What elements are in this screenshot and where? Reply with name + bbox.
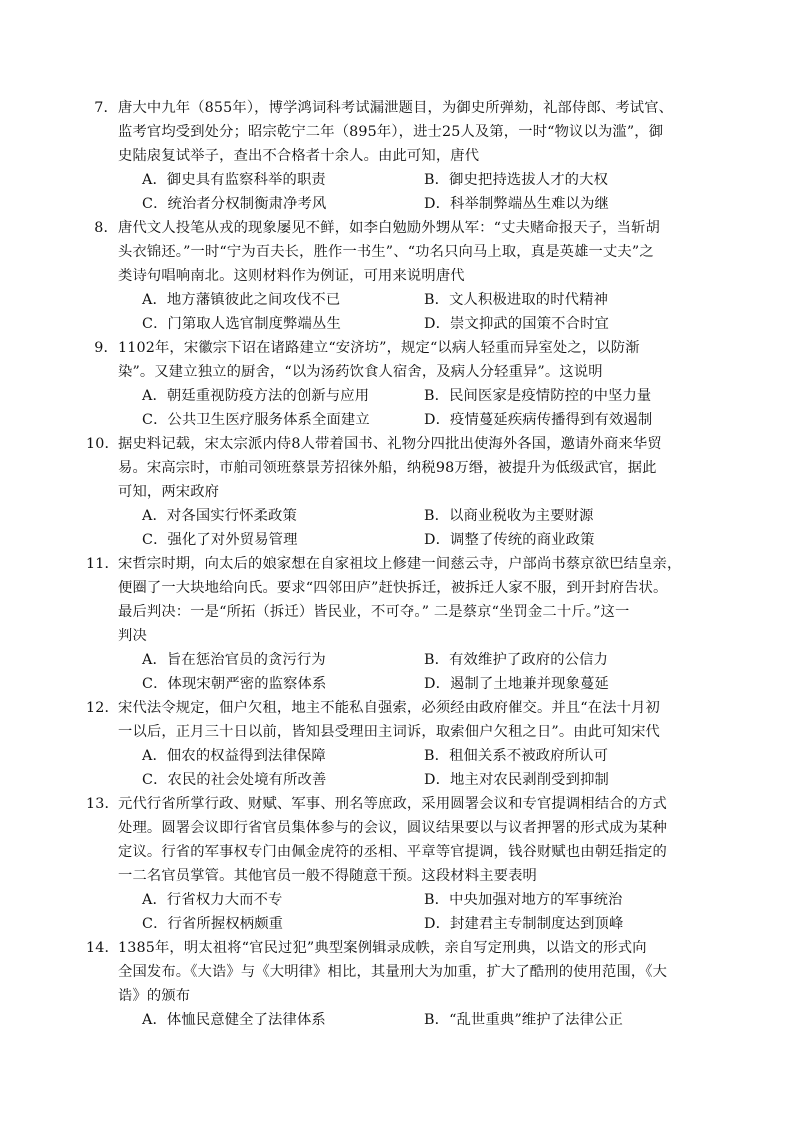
question-7: [94, 96, 684, 216]
option-d[interactable]: D．疫情蔓延疾病传播得到有效遏制: [424, 412, 653, 428]
question-12: [86, 696, 684, 792]
question-stem-line: 便圈了一大块地给向氏。要求“四邻田庐”赶快拆迁，被拆迁人家不服，到开封府告状。: [118, 580, 668, 596]
answer-options: [118, 288, 684, 336]
question-number: 13．: [86, 796, 119, 812]
question-number: 12．: [86, 700, 119, 716]
question-number: 14．: [86, 940, 119, 956]
option-c[interactable]: C．强化了对外贸易管理: [142, 532, 298, 548]
option-a[interactable]: A．地方藩镇彼此之间攻伐不已: [142, 292, 341, 308]
answer-options: [118, 1008, 684, 1032]
option-b[interactable]: B．民间医家是疫情防控的中坚力量: [424, 388, 652, 404]
question-stem-line: 1102年，宋徽宗下诏在诸路建立“安济坊”，规定“以病人轻重而异室处之，以防渐: [118, 340, 640, 356]
question-stem-line: 监考官均受到处分；昭宗乾宁二年（895年），进士25人及第，一时“物议以为滥”，御: [118, 124, 664, 140]
question-stem-line: 宋哲宗时期，向太后的娘家想在自家祖坟上修建一间慈云寺，户部尚书蔡京欲巴结皇亲，: [118, 556, 682, 572]
question-stem-line: 定议。行省的军事权专门由佩金虎符的丞相、平章等官提调，钱谷财赋也由朝廷指定的: [118, 844, 667, 860]
option-d[interactable]: D．调整了传统的商业政策: [424, 532, 595, 548]
answer-options: [118, 168, 684, 216]
option-d[interactable]: D．封建君主专制制度达到顶峰: [424, 916, 624, 932]
option-d[interactable]: D．崇文抑武的国策不合时宜: [424, 316, 609, 332]
answer-options: [118, 648, 684, 696]
option-c[interactable]: C．统治者分权制衡肃净考风: [142, 196, 327, 212]
option-a[interactable]: A．对各国实行怀柔政策: [142, 508, 297, 524]
question-number: 7．: [94, 100, 118, 116]
option-c[interactable]: C．农民的社会处境有所改善: [142, 772, 327, 788]
question-stem-line: 易。宋高宗时，市舶司领班蔡景芳招徕外船，纳税98万缗，被提升为低级武官，据此: [118, 460, 657, 476]
question-stem-line: 判决: [118, 628, 147, 644]
question-13: [86, 792, 684, 936]
question-stem-line: 最后判决：一是“所拓（拆迁）皆民业，不可夺。” 二是蔡京“坐罚金二十斤。”这一: [118, 604, 630, 620]
question-number: 8．: [94, 220, 118, 236]
question-stem-line: 史陆扆复试举子，查出不合格者十余人。由此可知，唐代: [118, 148, 480, 164]
question-stem-line: 全国发布。《大诰》与《大明律》相比，其量刑大为加重，扩大了酷刑的使用范围，《大: [118, 964, 668, 980]
option-d[interactable]: D．地主对农民剥削受到抑制: [424, 772, 609, 788]
question-stem-line: 诰》的颁布: [118, 988, 191, 1004]
question-11: [86, 552, 684, 696]
question-number: 11．: [86, 556, 119, 572]
option-d[interactable]: D．遏制了土地兼并现象蔓延: [424, 676, 609, 692]
option-a[interactable]: A．佃农的权益得到法律保障: [142, 748, 326, 764]
question-stem-line: 类诗句唱响南北。这则材料作为例证，可用来说明唐代: [118, 268, 465, 284]
option-a[interactable]: A．体恤民意健全了法律体系: [142, 1012, 326, 1028]
option-a[interactable]: A．朝廷重视防疫方法的创新与应用: [142, 388, 370, 404]
question-number: 9．: [94, 340, 118, 356]
answer-options: [118, 888, 684, 936]
question-stem-line: 元代行省所掌行政、财赋、军事、刑名等庶政，采用圆署会议和专官提调相结合的方式: [118, 796, 667, 812]
option-a[interactable]: A．行省权力大而不专: [142, 892, 283, 908]
question-stem-line: 宋代法令规定，佃户欠租，地主不能私自强索，必须经由政府催交。并且“在法十月初: [118, 700, 660, 716]
option-b[interactable]: B．文人积极进取的时代精神: [424, 292, 609, 308]
option-c[interactable]: C．体现宋朝严密的监察体系: [142, 676, 327, 692]
question-stem-line: 染”。又建立独立的厨舍，“以为汤药饮食人宿舍，及病人分轻重异”。这说明: [118, 364, 603, 380]
question-stem-line: 1385年，明太祖将“官民过犯”典型案例辑录成帙，亲自写定刑典，以诰文的形式向: [118, 940, 647, 956]
question-stem-line: 一以后，正月三十日以前，皆知县受理田主词诉，取索佃户欠租之日”。由此可知宋代: [118, 724, 660, 740]
option-b[interactable]: B．以商业税收为主要财源: [424, 508, 594, 524]
option-a[interactable]: A．旨在惩治官员的贪污行为: [142, 652, 326, 668]
option-b[interactable]: B．有效维护了政府的公信力: [424, 652, 609, 668]
question-list: [86, 96, 684, 1032]
question-stem-line: 可知，两宋政府: [118, 484, 220, 500]
question-9: [94, 336, 684, 432]
option-c[interactable]: C．公共卫生医疗服务体系全面建立: [142, 412, 370, 428]
option-d[interactable]: D．科举制弊端丛生难以为继: [424, 196, 609, 212]
option-b[interactable]: B．“乱世重典”维护了法律公正: [424, 1012, 623, 1028]
option-a[interactable]: A．御史具有监察科举的职责: [142, 172, 326, 188]
question-stem-line: 唐大中九年（855年），博学鸿词科考试漏泄题目，为御史所弹劾，礼部侍郎、考试官、: [118, 100, 674, 116]
question-number: 10．: [86, 436, 119, 452]
question-8: [94, 216, 684, 336]
question-stem-line: 据史料记载，宋太宗派内侍8人带着国书、礼物分四批出使海外各国，邀请外商来华贸: [118, 436, 662, 452]
question-stem-line: 头衣锦还。”一时“宁为百夫长，胜作一书生”、“功名只向马上取，真是英雄一丈夫”之: [118, 244, 654, 260]
question-stem-line: 唐代文人投笔从戎的现象屡见不鲜，如李白勉励外甥从军：“丈夫赌命报天子，当斩胡: [118, 220, 660, 236]
question-10: [86, 432, 684, 552]
answer-options: [118, 504, 684, 552]
answer-options: [118, 744, 684, 792]
option-c[interactable]: C．门第取人选官制度弊端丛生: [142, 316, 341, 332]
option-c[interactable]: C．行省所握权柄颇重: [142, 916, 284, 932]
option-b[interactable]: B．租佃关系不被政府所认可: [424, 748, 609, 764]
answer-options: [118, 384, 684, 432]
option-b[interactable]: B．御史把持选拔人才的大权: [424, 172, 609, 188]
question-stem-line: 处理。圆署会议即行省官员集体参与的会议，圆议结果要以与议者押署的形式成为某种: [118, 820, 667, 836]
question-stem-line: 一二名官员掌管。其他官员一般不得随意干预。这段材料主要表明: [118, 868, 537, 884]
option-b[interactable]: B．中央加强对地方的军事统治: [424, 892, 623, 908]
question-14: [86, 936, 684, 1032]
